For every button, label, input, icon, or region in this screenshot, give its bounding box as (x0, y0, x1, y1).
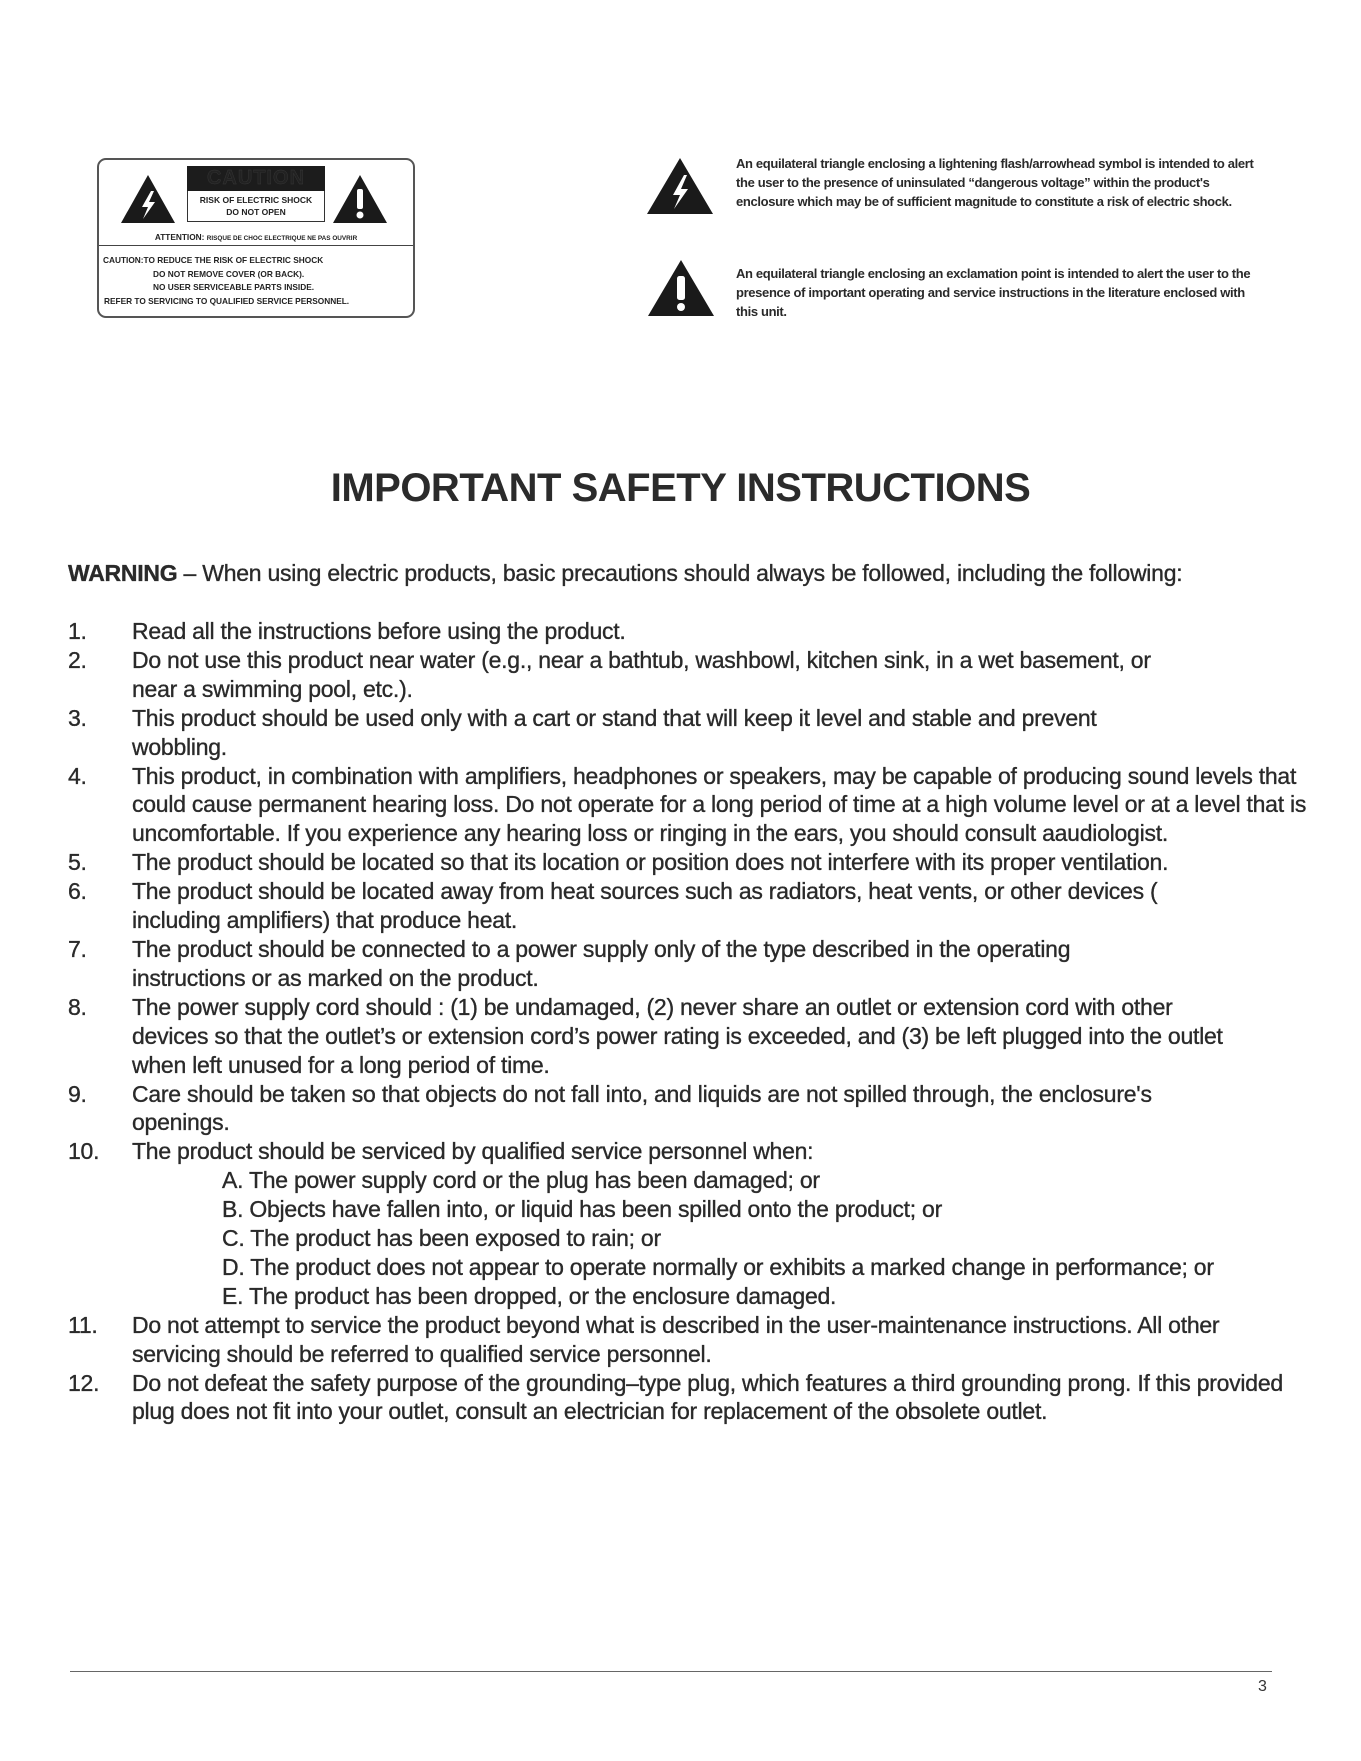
item-number: 6. (68, 878, 87, 905)
label-line-3: NO USER SERVICEABLE PARTS INSIDE. (153, 282, 315, 292)
instruction-item (68, 646, 1308, 704)
item-number: 1. (68, 618, 87, 644)
lightning-warning-icon (120, 174, 176, 224)
item-text: The product should be connected to a power supply only of the type described in the operating instructions or as marked on the product. (132, 935, 1071, 991)
item-number: 4. (68, 762, 87, 789)
warning-paragraph (68, 559, 1298, 588)
risk-line: RISK OF ELECTRIC SHOCK (199, 195, 313, 205)
item-text: Do not attempt to service the product beyond what is described in the user-maintenance instructions. All other servicing should be referred to qualified service personnel. (132, 1311, 1220, 1367)
item-number: 12. (68, 1369, 100, 1396)
item-text: Care should be taken so that objects do not fall into, and liquids are not spilled through, the enclosure's openings. (132, 1080, 1152, 1136)
instruction-item (68, 704, 1308, 762)
label-line-2: DO NOT REMOVE COVER (OR BACK). (153, 268, 305, 279)
page-number: 3 (1258, 1678, 1267, 1695)
item-number: 8. (68, 993, 87, 1020)
sub-item: C. The product has been exposed to rain; or (222, 1225, 661, 1252)
instruction-item (68, 848, 1308, 877)
instruction-item (68, 1369, 1308, 1427)
instruction-item (68, 993, 1308, 1080)
exclamation-warning-icon (332, 174, 388, 224)
warning-text: – When using electric products, basic precautions should always be followed, including the following: (177, 560, 1183, 586)
item-number: 9. (68, 1080, 87, 1107)
caution-heading: CAUTION (187, 166, 325, 191)
footer-divider (70, 1671, 1272, 1672)
instruction-list (68, 617, 1308, 1426)
item-text: This product should be used only with a cart or stand that will keep it level and stable and prevent wobbling. (132, 704, 1097, 760)
instruction-item (68, 1311, 1308, 1369)
caution-label (97, 158, 415, 318)
page-title: IMPORTANT SAFETY INSTRUCTIONS (330, 466, 1031, 510)
instruction-item (68, 1080, 1308, 1138)
sub-item: A. The power supply cord or the plug has been damaged; or (222, 1167, 820, 1194)
attention-text: RISQUE DE CHOC ELECTRIQUE NE PAS OUVRIR (206, 235, 358, 242)
sub-list (132, 1166, 1308, 1311)
label-divider (99, 245, 413, 246)
item-text: Read all the instructions before using the product. (132, 618, 626, 644)
item-text: Do not defeat the safety purpose of the grounding–type plug, which features a third grounding prong. If this provided plug does not fit into your outlet, consult an electrician for replacement of the obsolete outlet. (132, 1369, 1283, 1425)
lightning-symbol-description: An equilateral triangle enclosing a lightening flash/arrowhead symbol is intended to alert the user to the presence of uninsulated “dangerous voltage” within the product's enclosure which may be of sufficient magnitude to constitute a risk of electric shock. (736, 156, 1254, 209)
attention-label: ATTENTION: (154, 232, 205, 242)
item-number: 10. (68, 1138, 100, 1165)
lightning-triangle-icon (646, 157, 714, 215)
exclamation-symbol-description: An equilateral triangle enclosing an exclamation point is intended to alert the user to the presence of important operating and service instructions in the literature enclosed with this unit. (736, 266, 1251, 319)
do-not-open-line: DO NOT OPEN (226, 207, 286, 217)
instruction-item (68, 617, 1308, 646)
item-number: 3. (68, 704, 87, 731)
item-text: The product should be located so that its location or position does not interfere with its proper ventilation. (132, 849, 1169, 876)
sub-item: E. The product has been dropped, or the enclosure damaged. (222, 1282, 837, 1309)
label-line-1: CAUTION:TO REDUCE THE RISK OF ELECTRIC SHOCK (103, 255, 324, 265)
item-number: 11. (68, 1311, 98, 1338)
item-text: Do not use this product near water (e.g., near a bathtub, washbowl, kitchen sink, in a wet basement, or near a swimming pool, etc.). (132, 646, 1151, 702)
label-line-4: REFER TO SERVICING TO QUALIFIED SERVICE PERSONNEL. (104, 295, 350, 306)
warning-label: WARNING (68, 560, 178, 586)
item-text: The product should be located away from heat sources such as radiators, heat vents, or other devices ( including amplifiers) that produce heat. (132, 878, 1158, 934)
sub-item: B. Objects have fallen into, or liquid has been spilled onto the product; or (222, 1196, 943, 1223)
item-number: 5. (68, 849, 87, 876)
item-text: This product, in combination with amplifiers, headphones or speakers, may be capable of producing sound levels that could cause permanent hearing loss. Do not operate for a long period of time at a high volume level or at a level that is uncomfortable. If you experience any hearing loss or ringing in the ears, you should consult aaudiologist. (132, 762, 1307, 847)
instruction-item (68, 877, 1308, 935)
item-text: The product should be serviced by qualified service personnel when: (132, 1138, 814, 1165)
instruction-item (68, 935, 1308, 993)
item-number: 7. (68, 935, 87, 962)
exclamation-triangle-icon (647, 259, 715, 317)
sub-item: D. The product does not appear to operate normally or exhibits a marked change in performance; or (222, 1253, 1214, 1280)
attention-line (99, 232, 413, 242)
instruction-item (68, 762, 1308, 849)
item-text: The power supply cord should : (1) be undamaged, (2) never share an outlet or extension cord with other devices so that the outlet’s or extension cord’s power rating is exceeded, and (3) be left plugged into the outlet when left unused for a long period of time. (132, 993, 1223, 1078)
item-number: 2. (68, 646, 87, 673)
instruction-item (68, 1137, 1308, 1310)
